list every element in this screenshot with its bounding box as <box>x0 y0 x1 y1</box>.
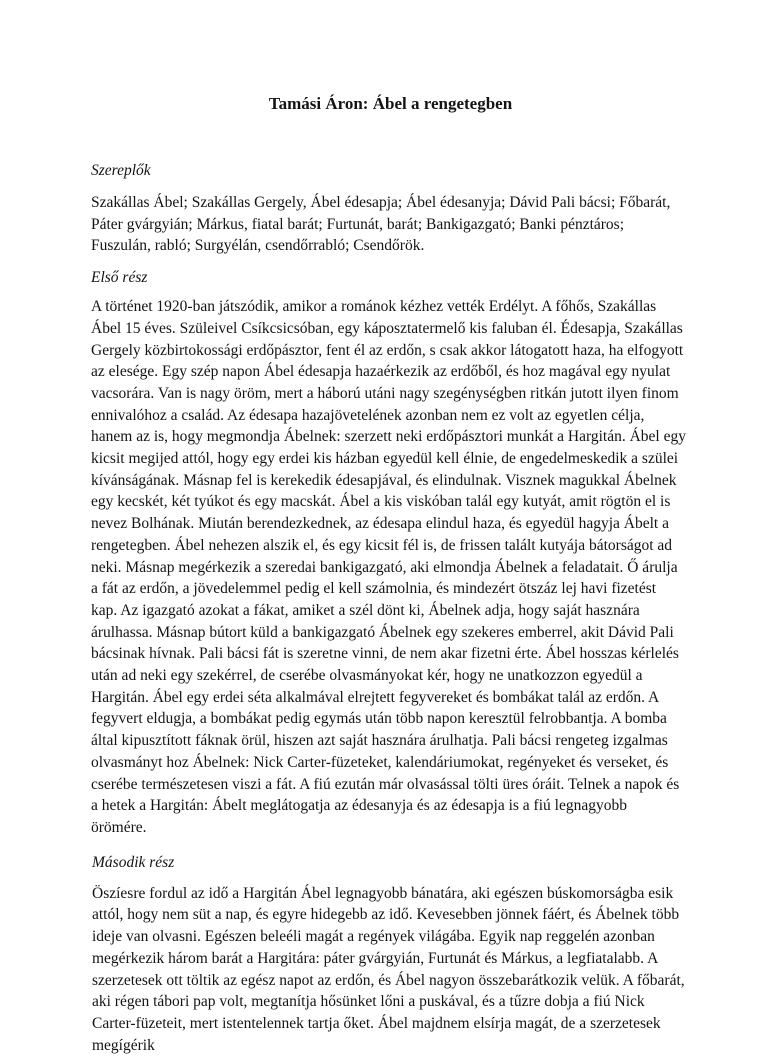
document-title: Tamási Áron: Ábel a rengetegben <box>268 94 513 113</box>
part-two-paragraph: Öszíesre fordul az idő a Hargitán Ábel legnagyobb bánatára, aki egészen búskomorságba esik attól, hogy nem süt a nap, és egyre hidegebb az idő. Kevesebben jönnek fáért, és Ábelnek több ideje van olvasni. Egészen beleéli magát a regények világába. Egyik nap reggelén azonban megérkezik három barát a Hargitára: páter gvárgyián, Furtunát és Márkus, a legfiatalabb. A szerzetesek ott töltik az egész napot az erdőn, és Ábel nagyon összebarátkozik velük. A főbarát, aki régen tábori pap volt, megtanítja hősünket lőni a puskával, és a tűzre dobja a fiú Nick Carter-füzeteit, mert istentelennek tartja őket. Ábel majdnem elsírja magát, de a szerzetesek megígérik <box>92 884 685 1054</box>
part-one-paragraph: A történet 1920-ban játszódik, amikor a románok kézhez vették Erdélyt. A főhős, Szakállas Ábel 15 éves. Szüleivel Csíkcsicsóban, egy káposztatermelő kis faluban él. Édesapja, Szakállas Gergely közbirtokossági erdőpásztor, fent él az erdőn, s csak akkor látogatott haza, ha elfogyott az elesége. Egy szép napon Ábel édesapja hazaérkezik az erdőből, és hoz magával egy nyulat vacsorára. Van is nagy öröm, mert a háború utáni nagy szegénységben ritkán jutott ilyen finom ennivalóhoz a család. Az édesapa hazajövetelének azonban nem ez volt az egyetlen célja, hanem az is, hogy megmondja Ábelnek: szerzett neki erdőpásztori munkát a Hargitán. Ábel egy kicsit megijed attól, hogy egy erdei kis házban egyedül kell élnie, de engedelmeskedik a szülei kívánságának. Másnap fel is kerekedik édesapjával, és elindulnak. Visznek magukkal Ábelnek egy kecskét, két tyúkot és egy macskát. Ábel a kis viskóban talál egy kutyát, amit rögtön el is nevez Bolhának. Miután berendezkednek, az édesapa elindul haza, és egyedül hagyja Ábelt a rengetegben. Ábel nehezen alszik el, és egy kicsit fél is, de frissen talált kutyája bátorságot ad neki. Másnap megérkezik a szeredai bankigazgató, aki elmondja Ábelnek a feladatait. Ő árulja a fát az erdőn, a jövedelemmel pedig el kell számolnia, és mindezért ötszáz lej havi fizetést kap. Az igazgató azokat a fákat, amiket a szél dönt ki, Ábelnek adja, hogy saját hasznára árulhassa. Másnap bútort küld a bankigazgató Ábelnek egy szekeres emberrel, akit Dávid Pali bácsinak hívnak. Pali bácsi fát is szeretne vinni, de nem akar fizetni érte. Ábel hosszas kérlelés után ad neki egy szekérrel, de cserébe olvasmányokat kér, hogy ne unatkozzon egyedül a Hargitán. Ábel egy erdei séta alkalmával elrejtett fegyvereket és bombákat talál az erdőn. A fegyvert eldugja, a bombákat pedig egymás után több napon keresztül felrobbantja. A bomba által kipusztított fáknak örül, hiszen azt saját hasznára árulhatja. Pali bácsi rengeteg izgalmas olvasmányt hoz Ábelnek: Nick Carter-füzeteket, kalendáriumokat, regényeket és verseket, és cserébe természetesen viszi a fát. A fiú ezután már olvasással tölti üres óráit. Telnek a napok és a hetek a Hargitán: Ábelt meglátogatja az édesanyja és az édesapja is a fiú legnagyobb örömére. <box>91 298 686 836</box>
section-heading-part-two: Második rész <box>92 853 175 871</box>
section-part-two <box>91 853 686 1056</box>
section-heading-characters: Szereplők <box>91 162 151 179</box>
characters-paragraph: Szakállas Ábel; Szakállas Gergely, Ábel édesapja; Ábel édesanyja; Dávid Pali bácsi; Főbarát, Páter gvárgyián; Márkus, fiatal barát; Furtunát, barát; Bankigazgató; Banki pénztáros; Fuszulán, rabló; Surgyélán, csendőrrabló; Csendőrök. <box>91 194 671 255</box>
section-characters <box>91 161 686 257</box>
section-heading-part-one: Első rész <box>91 269 148 287</box>
section-part-one <box>91 268 686 839</box>
